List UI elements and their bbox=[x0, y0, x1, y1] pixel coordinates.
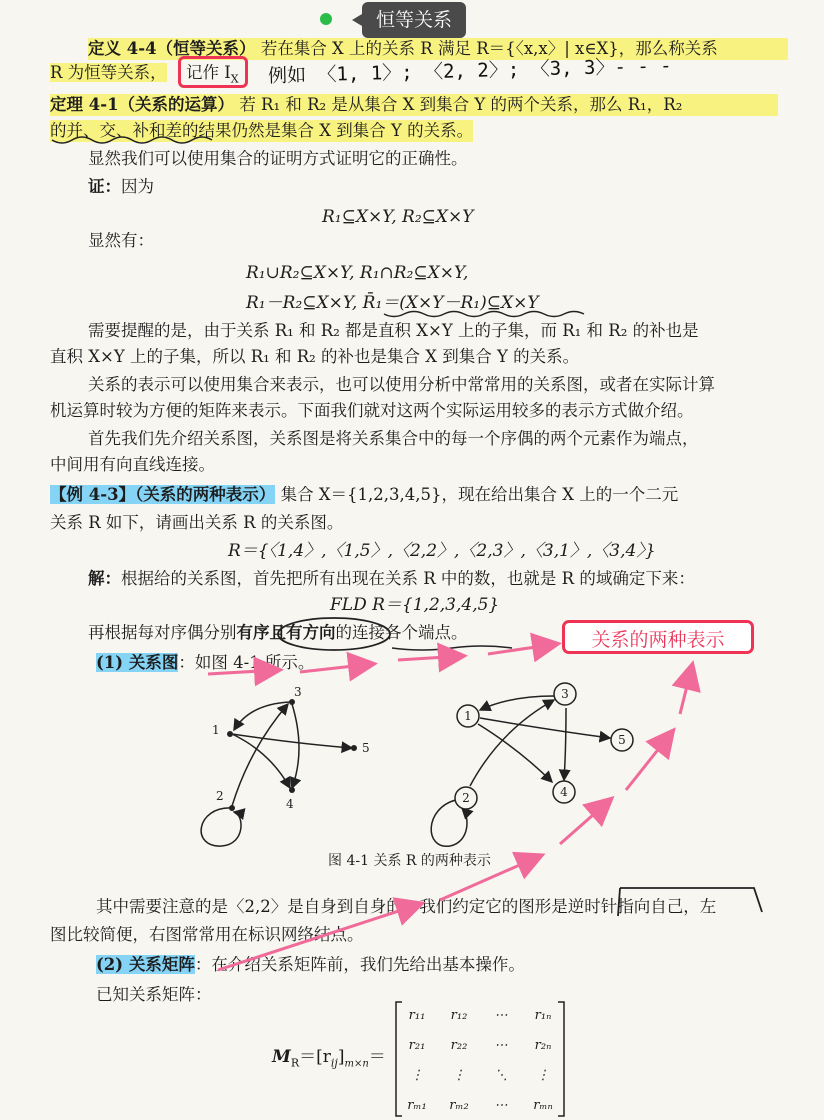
equation-2: R₁∪R₂⊆X×Y, R₁∩R₂⊆X×Y, bbox=[246, 263, 469, 283]
definition-text-2: R 为恒等关系， bbox=[50, 63, 167, 82]
solution-line: 解：根据给的关系图，首先把所有出现在关系 R 中的数，也就是 R 的域确定下来： bbox=[88, 569, 695, 588]
connect-line: 再根据每对序偶分别有序且有方向的连接各个端点。 bbox=[88, 623, 468, 642]
left-label-4: 4 bbox=[286, 797, 294, 811]
counterclockwise-phrase: 逆时针指向自己 bbox=[567, 897, 684, 916]
ordered-directed-phrase: 有序且有方向 bbox=[236, 623, 336, 642]
left-label-2: 2 bbox=[216, 789, 224, 803]
left-label-3: 3 bbox=[294, 685, 302, 699]
callout-two-representations: 关系的两种表示 bbox=[562, 620, 754, 654]
obviously-label: 显然有： bbox=[88, 231, 154, 250]
left-label-1: 1 bbox=[212, 723, 220, 737]
bracket-counterclockwise bbox=[618, 888, 762, 916]
body-paragraph-2b: 直积 X×Y 上的子集，所以 R₁ 和 R₂ 的补也是集合 X 到集合 Y 的关系。 bbox=[50, 347, 580, 366]
matrix-brackets bbox=[396, 1002, 564, 1116]
left-relation-graph bbox=[201, 702, 352, 846]
left-node-1 bbox=[227, 731, 233, 737]
handwritten-example: 例如 〈1, 1〉; 〈2, 2〉; 〈3, 3〉- - - bbox=[267, 54, 672, 88]
definition-text-1: 若在集合 X 上的关系 R 满足 R＝{〈x,x〉| x∈X}，那么称关系 bbox=[260, 39, 718, 58]
example-text-1: 集合 X＝{1,2,3,4,5}，现在给出集合 X 上的一个二元 bbox=[280, 485, 679, 504]
example-text-2: 关系 R 如下，请画出关系 R 的关系图。 bbox=[50, 513, 344, 532]
proof-line: 证：因为 bbox=[88, 177, 154, 196]
equation-1: R₁⊆X×Y, R₂⊆X×Y bbox=[322, 207, 474, 227]
example-equation: R＝{〈1,4〉,〈1,5〉,〈2,2〉,〈2,3〉,〈3,1〉,〈3,4〉} bbox=[228, 541, 656, 561]
matrix-cell: rₘₙ bbox=[533, 1097, 553, 1113]
body-paragraph-2a: 需要提醒的是，由于关系 R₁ 和 R₂ 都是直积 X×Y 上的子集，而 R₁ 和 R₂ 的补也是 bbox=[88, 321, 699, 340]
left-label-5: 5 bbox=[362, 741, 370, 755]
matrix-cell: r₂₂ bbox=[450, 1037, 468, 1053]
matrix-cell: r₁ₙ bbox=[534, 1007, 552, 1023]
matrix-cell: ⋮ bbox=[410, 1067, 424, 1083]
identity-notation: 记作 $I_X$ bbox=[186, 63, 239, 86]
equation-3: R₁－R₂⊆X×Y, R̄₁＝(X×Y－R₁)⊆X×Y bbox=[246, 293, 539, 313]
matrix-cell: ⋯ bbox=[494, 1007, 508, 1023]
theorem-text-2: 的并、交、补和差的结果仍然是集合 X 到集合 Y 的关系。 bbox=[50, 121, 474, 140]
matrix-cell: ⋯ bbox=[494, 1037, 508, 1053]
body-paragraph-3a: 关系的表示可以使用集合来表示，也可以使用分析中常常用的关系图，或者在实际计算 bbox=[88, 375, 715, 394]
matrix-cell: r₂ₙ bbox=[534, 1037, 552, 1053]
left-node-5 bbox=[351, 745, 357, 751]
part1-label: (1) 关系图 bbox=[96, 653, 179, 672]
right-label-3: 3 bbox=[561, 687, 569, 701]
matrix-intro: 已知关系矩阵： bbox=[96, 985, 212, 1004]
tag-bubble[interactable]: 恒等关系 bbox=[362, 2, 466, 38]
matrix-cell: r₁₂ bbox=[450, 1007, 468, 1023]
matrix-cell: r₁₁ bbox=[408, 1007, 426, 1023]
matrix-cell: r₂₁ bbox=[408, 1037, 426, 1053]
definition-title: 定义 4-4（恒等关系） bbox=[88, 39, 256, 58]
wavy-underline-equation bbox=[384, 312, 584, 317]
matrix-cell: rₘ₁ bbox=[407, 1097, 427, 1113]
matrix-cell: ⋱ bbox=[494, 1067, 508, 1083]
left-node-3 bbox=[289, 699, 295, 705]
left-node-2 bbox=[229, 805, 235, 811]
right-label-2: 2 bbox=[462, 791, 470, 805]
fld-equation: FLD R＝{1,2,3,4,5} bbox=[330, 595, 500, 615]
left-node-4 bbox=[289, 787, 295, 793]
theorem-title: 定理 4-1（关系的运算） bbox=[50, 95, 235, 114]
right-label-1: 1 bbox=[464, 709, 472, 723]
note-line-2: 图比较简便，右图常常用在标识网络结点。 bbox=[50, 925, 364, 944]
wavy-underline-theorem bbox=[52, 137, 212, 143]
circle-ordered-directed bbox=[278, 618, 390, 650]
right-label-5: 5 bbox=[618, 733, 626, 747]
right-graph-nodes bbox=[455, 683, 633, 809]
right-graph-labels bbox=[462, 687, 626, 805]
example-title: 【例 4-3】（关系的两种表示） bbox=[50, 485, 276, 504]
matrix-cell: ⋮ bbox=[536, 1067, 550, 1083]
theorem-text-1: 若 R₁ 和 R₂ 是从集合 X 到集合 Y 的两个关系，那么 R₁，R₂ bbox=[239, 95, 683, 114]
matrix-cell: ⋯ bbox=[494, 1097, 508, 1113]
part1-line: (1) 关系图：如图 4-1 所示。 bbox=[96, 653, 315, 672]
matrix-definition: $M_R=[r_{ij}]_{m\times n}=$ bbox=[272, 1047, 386, 1070]
body-paragraph-4b: 中间用有向直线连接。 bbox=[50, 455, 215, 474]
figure-caption: 图 4-1 关系 R 的两种表示 bbox=[328, 853, 491, 869]
body-paragraph-4a: 首先我们先介绍关系图，关系图是将关系集合中的每一个序偶的两个元素作为端点， bbox=[88, 429, 699, 448]
matrix-cell: ⋮ bbox=[452, 1067, 466, 1083]
part2-label: (2) 关系矩阵 bbox=[96, 955, 195, 974]
part2-line: (2) 关系矩阵：在介绍关系矩阵前，我们先给出基本操作。 bbox=[96, 955, 525, 974]
right-label-4: 4 bbox=[560, 785, 568, 799]
body-paragraph-3b: 机运算时较为方便的矩阵来表示。下面我们就对这两个实际运用较多的表示方式做介绍。 bbox=[50, 401, 694, 420]
pink-annotation-arrows bbox=[208, 644, 692, 970]
body-paragraph-1: 显然我们可以使用集合的证明方式证明它的正确性。 bbox=[88, 149, 468, 168]
note-line-1: 其中需要注意的是〈2,2〉是自身到自身的，我们约定它的图形是逆时针指向自己，左 bbox=[96, 897, 717, 916]
underline-connect bbox=[392, 646, 512, 650]
matrix-cell: rₘ₂ bbox=[449, 1097, 469, 1113]
